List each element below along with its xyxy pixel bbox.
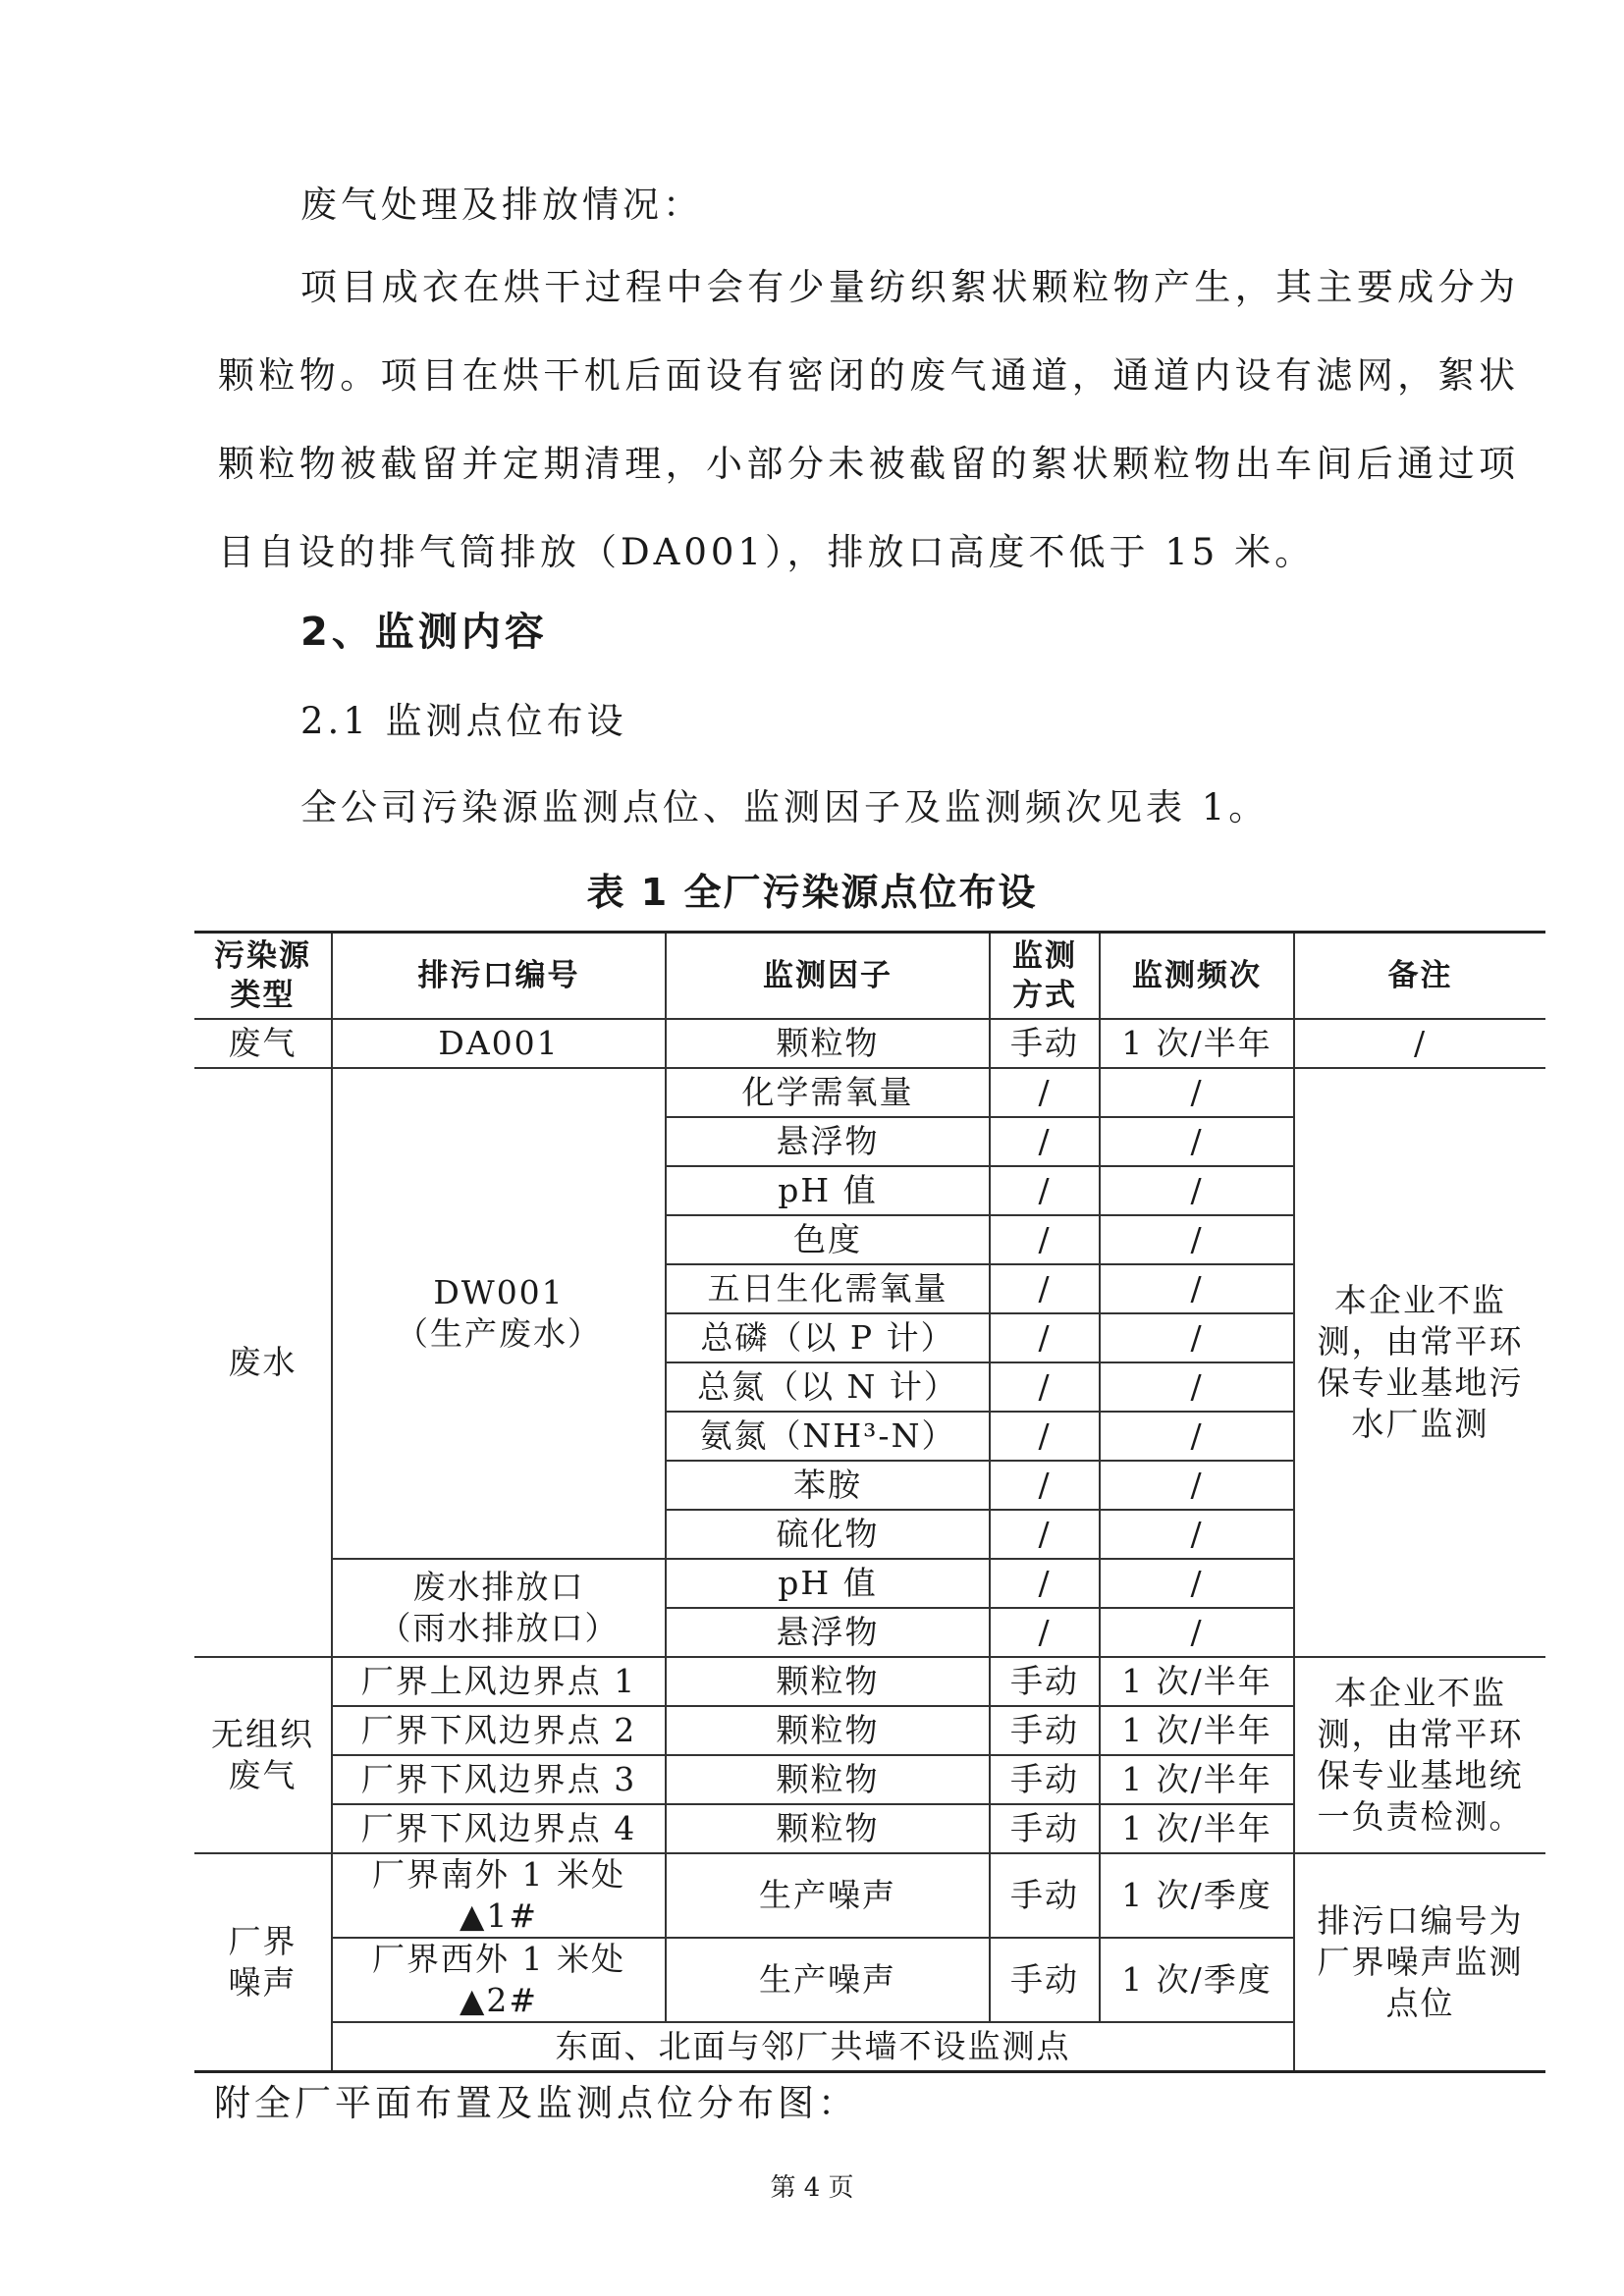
header-note: 备注	[1294, 933, 1545, 1020]
table-row	[194, 1068, 1545, 1117]
cell-method: /	[990, 1264, 1100, 1313]
cell-method: /	[990, 1362, 1100, 1412]
cell-outlet	[332, 1068, 666, 1559]
table-caption: 表 1 全厂污染源点位布设	[586, 871, 1038, 914]
cell-frequency: 1 次/季度	[1100, 1938, 1294, 2022]
cell-frequency: 1 次/季度	[1100, 1853, 1294, 1938]
cell-outlet: 厂界下风边界点 3	[332, 1755, 666, 1804]
cell-outlet: 厂界上风边界点 1	[332, 1657, 666, 1706]
cell-frequency: /	[1100, 1461, 1294, 1510]
cell-method: /	[990, 1166, 1100, 1215]
cell-frequency: /	[1100, 1313, 1294, 1362]
cell-factor: pH 值	[666, 1166, 990, 1215]
cell-method: /	[990, 1412, 1100, 1461]
cell-factor: 生产噪声	[666, 1853, 990, 1938]
cell-outlet: 厂界南外 1 米处▲1#	[332, 1853, 666, 1938]
table-row	[194, 1657, 1545, 1706]
cell-note: /	[1294, 1019, 1545, 1068]
cell-frequency: 1 次/半年	[1100, 1804, 1294, 1853]
cell-frequency: 1 次/半年	[1100, 1755, 1294, 1804]
body-paragraph: 项目成衣在烘干过程中会有少量纺织絮状颗粒物产生，其主要成分为颗粒物。项目在烘干机后面设有密闭的废气通道，通道内设有滤网，絮状颗粒物被截留并定期清理，小部分未被截留的絮状颗粒物出车间后通过项目自设的排气筒排放（DA001），排放口高度不低于 15 米。	[218, 266, 1519, 573]
cell-factor: 颗粒物	[666, 1706, 990, 1755]
cell-frequency: /	[1100, 1510, 1294, 1559]
header-frequency: 监测频次	[1100, 933, 1294, 1020]
cell-frequency: /	[1100, 1559, 1294, 1608]
cell-factor: 悬浮物	[666, 1117, 990, 1166]
cell-factor: 氨氮（NH³-N）	[666, 1412, 990, 1461]
cell-method: /	[990, 1608, 1100, 1657]
cell-factor: 颗粒物	[666, 1657, 990, 1706]
cell-factor: 五日生化需氧量	[666, 1264, 990, 1313]
outlet-desc: （生产废水）	[396, 1314, 602, 1353]
outlet-desc: （雨水排放口）	[378, 1609, 620, 1647]
cell-factor: 颗粒物	[666, 1019, 990, 1068]
table-row	[194, 1853, 1545, 1938]
heading-monitoring-points: 2.1 监测点位布设	[300, 700, 627, 742]
cell-source-type: 废水	[194, 1068, 332, 1657]
attachment-note: 附全厂平面布置及监测点位分布图：	[214, 2082, 858, 2124]
cell-method: /	[990, 1313, 1100, 1362]
outlet-id: 废水排放口	[412, 1568, 585, 1606]
header-method: 监测方式	[990, 933, 1100, 1020]
cell-outlet: DA001	[332, 1019, 666, 1068]
cell-factor: 化学需氧量	[666, 1068, 990, 1117]
cell-method: 手动	[990, 1657, 1100, 1706]
cell-factor: 硫化物	[666, 1510, 990, 1559]
table-intro: 全公司污染源监测点位、监测因子及监测频次见表 1。	[300, 786, 1270, 828]
cell-outlet: 厂界下风边界点 4	[332, 1804, 666, 1853]
table-header-row	[194, 933, 1545, 1020]
cell-method: 手动	[990, 1938, 1100, 2022]
cell-outlet	[332, 1559, 666, 1657]
cell-method: /	[990, 1068, 1100, 1117]
cell-method: 手动	[990, 1804, 1100, 1853]
cell-note: 本企业不监测，由常平环保专业基地污水厂监测	[1294, 1068, 1545, 1657]
cell-frequency: /	[1100, 1068, 1294, 1117]
cell-method: /	[990, 1461, 1100, 1510]
cell-note: 本企业不监测，由常平环保专业基地统一负责检测。	[1294, 1657, 1545, 1853]
cell-source-type: 无组织废气	[194, 1657, 332, 1853]
cell-frequency: /	[1100, 1215, 1294, 1264]
cell-frequency: /	[1100, 1362, 1294, 1412]
cell-method: /	[990, 1559, 1100, 1608]
cell-source-type: 废气	[194, 1019, 332, 1068]
cell-method: 手动	[990, 1706, 1100, 1755]
cell-source-type: 厂界噪声	[194, 1853, 332, 2072]
cell-factor: 总氮（以 N 计）	[666, 1362, 990, 1412]
section-intro: 废气处理及排放情况：	[300, 184, 703, 226]
cell-method: 手动	[990, 1019, 1100, 1068]
cell-factor: 悬浮物	[666, 1608, 990, 1657]
header-outlet-id: 排污口编号	[332, 933, 666, 1020]
table-row	[194, 1019, 1545, 1068]
cell-factor: 生产噪声	[666, 1938, 990, 2022]
cell-outlet: 厂界下风边界点 2	[332, 1706, 666, 1755]
cell-method: /	[990, 1510, 1100, 1559]
cell-factor: 苯胺	[666, 1461, 990, 1510]
cell-method: 手动	[990, 1755, 1100, 1804]
cell-note: 排污口编号为厂界噪声监测点位	[1294, 1853, 1545, 2072]
cell-factor: 总磷（以 P 计）	[666, 1313, 990, 1362]
heading-monitoring-content: 2、监测内容	[300, 610, 548, 655]
cell-factor: 颗粒物	[666, 1804, 990, 1853]
cell-frequency: /	[1100, 1117, 1294, 1166]
cell-method: 手动	[990, 1853, 1100, 1938]
header-source-type: 污染源类型	[194, 933, 332, 1020]
page-number: 第 4 页	[770, 2173, 854, 2203]
cell-frequency: /	[1100, 1412, 1294, 1461]
cell-frequency: /	[1100, 1608, 1294, 1657]
cell-frequency: 1 次/半年	[1100, 1019, 1294, 1068]
cell-noise-footnote: 东面、北面与邻厂共墙不设监测点	[332, 2022, 1294, 2072]
cell-frequency: 1 次/半年	[1100, 1657, 1294, 1706]
cell-outlet: 厂界西外 1 米处▲2#	[332, 1938, 666, 2022]
cell-factor: 色度	[666, 1215, 990, 1264]
cell-frequency: 1 次/半年	[1100, 1706, 1294, 1755]
cell-factor: 颗粒物	[666, 1755, 990, 1804]
outlet-id: DW001	[433, 1273, 565, 1311]
cell-method: /	[990, 1215, 1100, 1264]
pollution-source-table	[194, 931, 1545, 2073]
cell-factor: pH 值	[666, 1559, 990, 1608]
cell-frequency: /	[1100, 1264, 1294, 1313]
cell-method: /	[990, 1117, 1100, 1166]
cell-frequency: /	[1100, 1166, 1294, 1215]
header-factor: 监测因子	[666, 933, 990, 1020]
